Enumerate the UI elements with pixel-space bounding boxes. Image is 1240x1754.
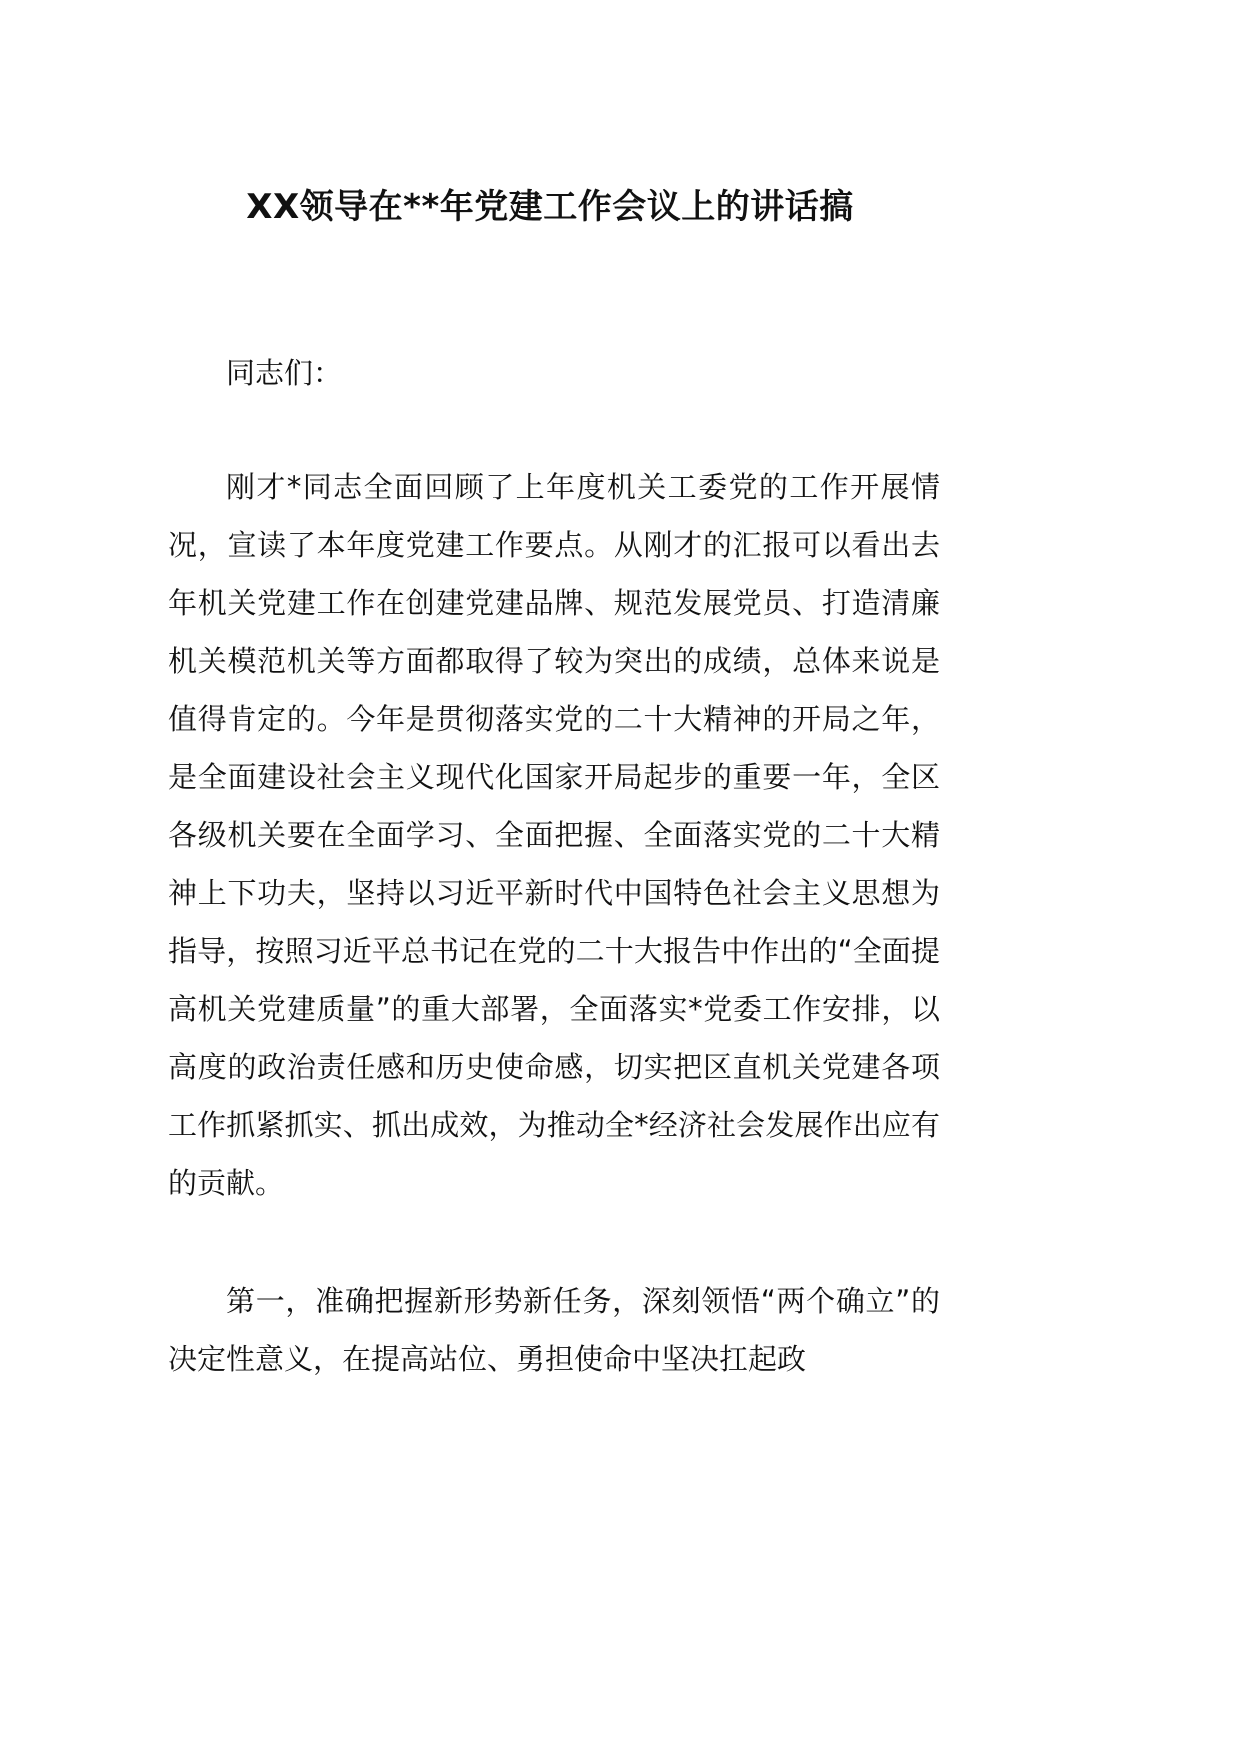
- document-title: XX领导在**年党建工作会议上的讲话搞: [246, 187, 854, 227]
- salutation: 同志们：: [226, 356, 343, 390]
- paragraph-first-point: 第一，准确把握新形势新任务，深刻领悟“两个确立”的决定性意义，在提高站位、勇担使命中坚决扛起政: [168, 1284, 940, 1376]
- paragraph-intro: 刚才*同志全面回顾了上年度机关工委党的工作开展情况，宣读了本年度党建工作要点。从刚才的汇报可以看出去年机关党建工作在创建党建品牌、规范发展党员、打造清廉机关模范机关等方面都取得了较为突出的成绩，总体来说是值得肯定的。今年是贯彻落实党的二十大精神的开局之年，是全面建设社会主义现代化国家开局起步的重要一年，全区各级机关要在全面学习、全面把握、全面落实党的二十大精神上下功夫，坚持以习近平新时代中国特色社会主义思想为指导，按照习近平总书记在党的二十大报告中作出的“全面提高机关党建质量”的重大部署，全面落实*党委工作安排，以高度的政治责任感和历史使命感，切实把区直机关党建各项工作抓紧抓实、抓出成效，为推动全*经济社会发展作出应有的贡献。: [168, 470, 940, 1200]
